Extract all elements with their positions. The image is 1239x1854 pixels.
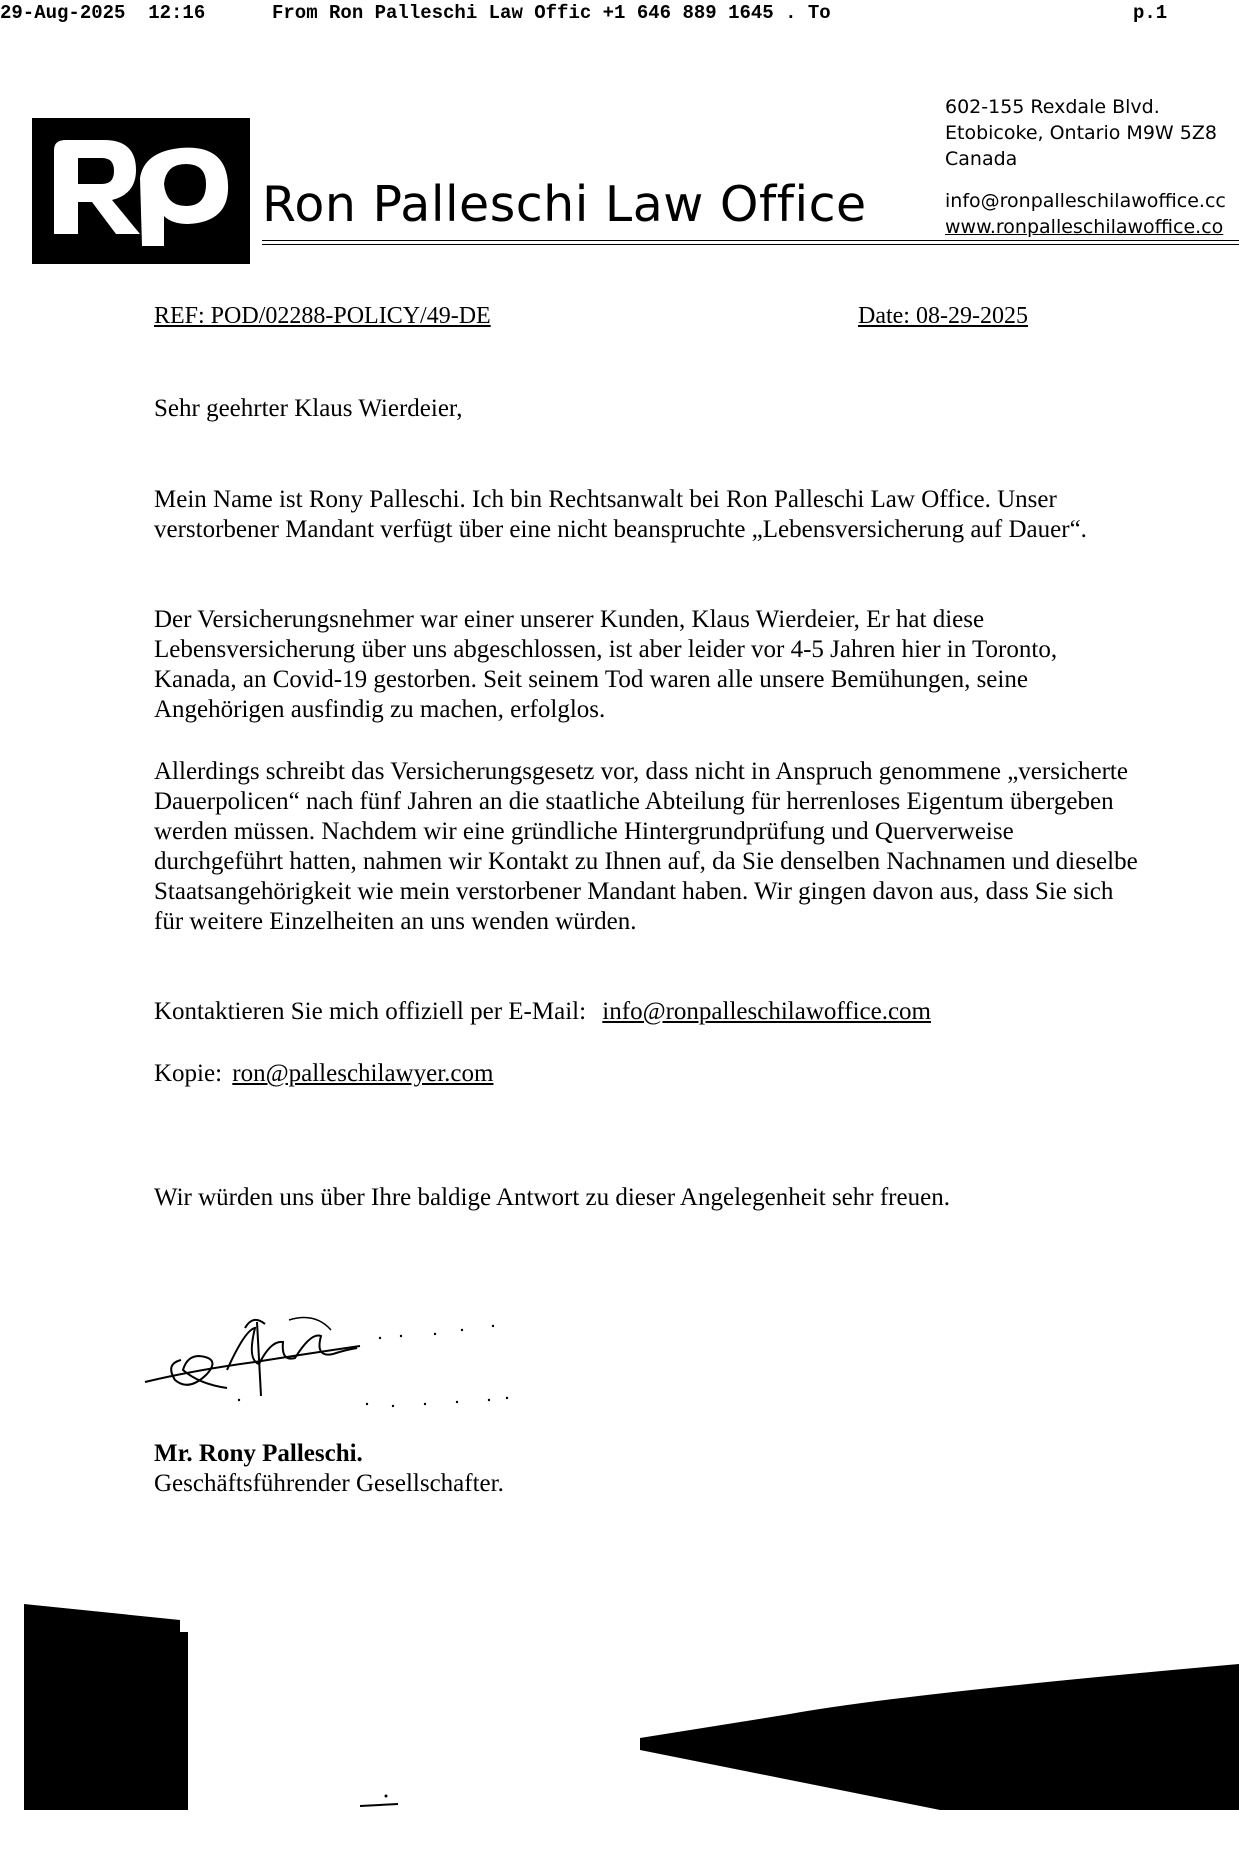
paragraph-intro: Mein Name ist Rony Palleschi. Ich bin Rechtsanwalt bei Ron Palleschi Law Office. Unser verstorbener Mandant verfügt über eine nicht beanspruchte „Lebensversicherung auf Dauer“. [154, 486, 1087, 543]
reference-number: REF: POD/02288-POLICY/49-DE [154, 303, 491, 329]
address-street: 602-155 Rexdale Blvd. [945, 96, 1160, 118]
signer-name: Mr. Rony Palleschi. [154, 1440, 363, 1467]
firm-email: info@ronpalleschilawoffice.cc [945, 190, 1226, 212]
paragraph-insurance-law: Allerdings schreibt das Versicherungsgesetz vor, dass nicht in Anspruch genommene „versicherte Dauerpolicen“ nach fünf Jahren an die staatliche Abteilung für herrenloses Eigentum übergeben werden müssen. Nachdem wir eine gründliche Hintergrundprüfung und Querverweise durchgeführt hatten, nahmen wir Kontakt zu Ihnen auf, da Sie denselben Nachnamen und dieselbe Staatsangehörigkeit wie mein verstorbener Mandant haben. Wir gingen davon aus, dass Sie sich für weitere Einzelheiten an uns wenden würden. [154, 758, 1138, 935]
copy-line [154, 1059, 1144, 1089]
letterhead-rule-secondary [262, 244, 1239, 245]
contact-line [154, 997, 1144, 1027]
letter-date: Date: 08-29-2025 [858, 303, 1028, 329]
signer-title: Geschäftsführender Gesellschafter. [154, 1470, 504, 1497]
handwritten-signature [135, 1300, 615, 1430]
fax-sender: From Ron Palleschi Law Offic +1 646 889 1645 . To [272, 2, 831, 24]
address-country: Canada [945, 148, 1018, 170]
scan-redaction-artifacts [0, 1590, 1239, 1849]
address-city: Etobicoke, Ontario M9W 5Z8 [945, 122, 1217, 144]
contact-email-link[interactable]: info@ronpalleschilawoffice.com [602, 998, 931, 1025]
black-scan-blocks [0, 1590, 1239, 1849]
firm-logo [32, 118, 250, 264]
copy-label: Kopie: [154, 1060, 223, 1087]
firm-name: Ron Palleschi Law Office [262, 176, 867, 233]
letterhead-rule [262, 240, 1239, 241]
signature-icon [135, 1300, 615, 1430]
fax-header-line [0, 0, 1239, 30]
firm-address-block [945, 94, 1226, 240]
fax-page-number: p.1 [1133, 2, 1168, 24]
copy-email-link[interactable]: ron@palleschilawyer.com [232, 1060, 494, 1087]
contact-label: Kontaktieren Sie mich offiziell per E-Mail: [154, 998, 587, 1025]
closing-sentence: Wir würden uns über Ihre baldige Antwort zu dieser Angelegenheit sehr freuen. [154, 1184, 950, 1211]
paragraph-deceased-client: Der Versicherungsnehmer war einer unserer Kunden, Klaus Wierdeier, Er hat diese Lebensversicherung über uns abgeschlossen, ist aber leider vor 4-5 Jahren hier in Toronto, Kanada, an Covid-19 gestorben. Seit seinem Tod waren alle unsere Bemühungen, seine Angehörigen ausfindig zu machen, erfolglos. [154, 606, 1058, 723]
fax-datetime: 29-Aug-2025 12:16 [0, 2, 206, 24]
rp-monogram-icon [32, 118, 250, 264]
salutation: Sehr geehrter Klaus Wierdeier, [154, 395, 463, 422]
firm-website[interactable]: www.ronpalleschilawoffice.co [945, 216, 1224, 238]
